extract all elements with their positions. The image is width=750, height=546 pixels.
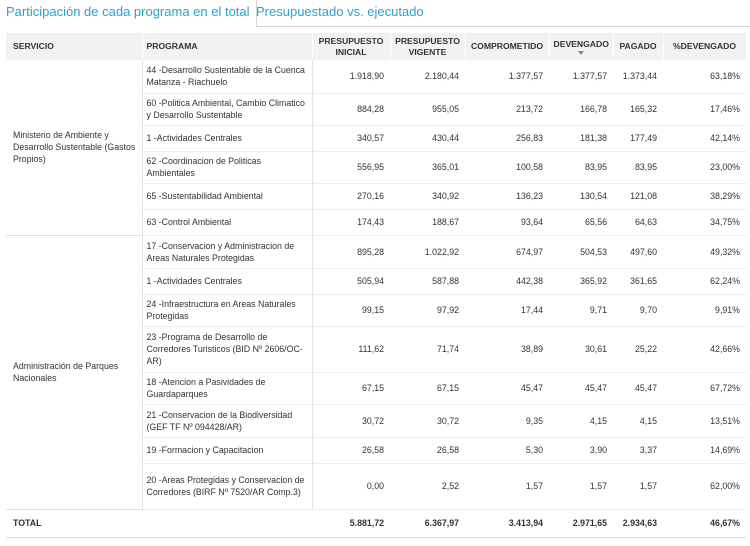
devengado-cell: 9,71 <box>549 294 613 326</box>
comprometido-cell: 1.377,57 <box>465 60 549 93</box>
presupuesto-inicial-cell: 270,16 <box>312 183 390 209</box>
programa-cell: 24 -Infraestructura en Areas Naturales Protegidas <box>142 294 312 326</box>
pct-devengado-cell: 42,14% <box>663 125 746 151</box>
presupuesto-vigente-cell: 30,72 <box>390 404 465 437</box>
pagado-cell: 4,15 <box>613 404 663 437</box>
pct-devengado-cell: 63,18% <box>663 60 746 93</box>
comprometido-cell: 1,57 <box>465 463 549 509</box>
comprometido-cell: 93,64 <box>465 209 549 235</box>
pct-devengado-cell: 62,24% <box>663 268 746 294</box>
col-header-pct-devengado[interactable]: %DEVENGADO <box>663 33 746 60</box>
col-header-servicio[interactable]: SERVICIO <box>6 33 142 60</box>
total-row <box>6 509 746 537</box>
devengado-cell: 1.377,57 <box>549 60 613 93</box>
pct-devengado-cell: 42,66% <box>663 326 746 372</box>
comprometido-cell: 17,44 <box>465 294 549 326</box>
col-header-devengado-label: DEVENGADO <box>553 38 609 49</box>
comprometido-cell: 45,47 <box>465 372 549 404</box>
presupuesto-inicial-cell: 895,28 <box>312 235 390 268</box>
pct-devengado-cell: 17,46% <box>663 93 746 125</box>
tab-bar <box>0 0 750 27</box>
programa-cell: 23 -Programa de Desarrollo de Corredores Turisticos (BID Nº 2606/OC-AR) <box>142 326 312 372</box>
table-header-row <box>6 33 746 60</box>
programa-cell: 65 -Sustentabilidad Ambiental <box>142 183 312 209</box>
tab-presupuestado-vs-ejecutado[interactable]: Presupuestado vs. ejecutado <box>256 4 424 19</box>
programa-cell: 21 -Conservacion de la Biodiversidad (GEF TF Nº 094428/AR) <box>142 404 312 437</box>
presupuesto-inicial-cell: 556,95 <box>312 151 390 183</box>
presupuesto-inicial-cell: 0,00 <box>312 463 390 509</box>
devengado-cell: 30,61 <box>549 326 613 372</box>
col-header-presupuesto-vigente[interactable]: PRESUPUESTO VIGENTE <box>390 33 465 60</box>
presupuesto-vigente-cell: 430,44 <box>390 125 465 151</box>
presupuesto-vigente-cell: 340,92 <box>390 183 465 209</box>
devengado-cell: 45,47 <box>549 372 613 404</box>
pagado-cell: 64,63 <box>613 209 663 235</box>
pagado-cell: 361,65 <box>613 268 663 294</box>
pct-devengado-cell: 62,00% <box>663 463 746 509</box>
presupuesto-vigente-cell: 26,58 <box>390 437 465 463</box>
pct-devengado-cell: 34,75% <box>663 209 746 235</box>
pct-devengado-cell: 14,69% <box>663 437 746 463</box>
devengado-cell: 1,57 <box>549 463 613 509</box>
presupuesto-vigente-cell: 97,92 <box>390 294 465 326</box>
devengado-cell: 166,78 <box>549 93 613 125</box>
pct-devengado-cell: 23,00% <box>663 151 746 183</box>
presupuesto-vigente-cell: 67,15 <box>390 372 465 404</box>
pagado-cell: 3,37 <box>613 437 663 463</box>
devengado-cell: 181,38 <box>549 125 613 151</box>
pct-devengado-cell: 38,29% <box>663 183 746 209</box>
col-header-devengado[interactable] <box>549 33 613 60</box>
presupuesto-inicial-cell: 30,72 <box>312 404 390 437</box>
devengado-cell: 504,53 <box>549 235 613 268</box>
total-pagado-cell: 2.934,63 <box>613 509 663 537</box>
devengado-cell: 83,95 <box>549 151 613 183</box>
programa-cell: 17 -Conservacion y Administracion de Areas Naturales Protegidas <box>142 235 312 268</box>
programa-cell: 63 -Control Ambiental <box>142 209 312 235</box>
budget-table-panel <box>6 33 746 540</box>
comprometido-cell: 442,38 <box>465 268 549 294</box>
presupuesto-inicial-cell: 884,28 <box>312 93 390 125</box>
presupuesto-vigente-cell: 71,74 <box>390 326 465 372</box>
comprometido-cell: 38,89 <box>465 326 549 372</box>
devengado-cell: 3,90 <box>549 437 613 463</box>
presupuesto-vigente-cell: 2.180,44 <box>390 60 465 93</box>
comprometido-cell: 256,83 <box>465 125 549 151</box>
programa-cell: 60 -Politica Ambiental, Cambio Climatico y Desarrollo Sustentable <box>142 93 312 125</box>
table-row <box>6 235 746 268</box>
presupuesto-inicial-cell: 26,58 <box>312 437 390 463</box>
servicio-cell: Ministerio de Ambiente y Desarrollo Sustentable (Gastos Propios) <box>6 60 142 235</box>
total-label: TOTAL <box>6 509 312 537</box>
pagado-cell: 177,49 <box>613 125 663 151</box>
comprometido-cell: 100,58 <box>465 151 549 183</box>
devengado-cell: 4,15 <box>549 404 613 437</box>
comprometido-cell: 9,35 <box>465 404 549 437</box>
presupuesto-vigente-cell: 365,01 <box>390 151 465 183</box>
pagado-cell: 45,47 <box>613 372 663 404</box>
programa-cell: 20 -Areas Protegidas y Conservacion de Corredores (BIRF Nº 7520/AR Comp.3) <box>142 463 312 509</box>
presupuesto-vigente-cell: 2,52 <box>390 463 465 509</box>
comprometido-cell: 5,30 <box>465 437 549 463</box>
servicio-cell: Administración de Parques Nacionales <box>6 235 142 509</box>
programa-cell: 1 -Actividades Centrales <box>142 268 312 294</box>
programa-cell: 1 -Actividades Centrales <box>142 125 312 151</box>
presupuesto-vigente-cell: 1.022,92 <box>390 235 465 268</box>
pct-devengado-cell: 67,72% <box>663 372 746 404</box>
pct-devengado-cell: 9,91% <box>663 294 746 326</box>
presupuesto-vigente-cell: 587,88 <box>390 268 465 294</box>
col-header-programa[interactable]: PROGRAMA <box>142 33 312 60</box>
pct-devengado-cell: 13,51% <box>663 404 746 437</box>
table-row <box>6 60 746 93</box>
presupuesto-inicial-cell: 1.918,90 <box>312 60 390 93</box>
tab-participacion[interactable]: Participación de cada programa en el total <box>0 0 257 27</box>
total-comprometido-cell: 3.413,94 <box>465 509 549 537</box>
pagado-cell: 1,57 <box>613 463 663 509</box>
pct-devengado-cell: 49,32% <box>663 235 746 268</box>
presupuesto-inicial-cell: 111,62 <box>312 326 390 372</box>
budget-table <box>6 33 747 538</box>
pagado-cell: 165,32 <box>613 93 663 125</box>
programa-cell: 44 -Desarrollo Sustentable de la Cuenca Matanza - Riachuelo <box>142 60 312 93</box>
programa-cell: 62 -Coordinacion de Politicas Ambientales <box>142 151 312 183</box>
presupuesto-vigente-cell: 955,05 <box>390 93 465 125</box>
devengado-cell: 65,56 <box>549 209 613 235</box>
devengado-cell: 130,54 <box>549 183 613 209</box>
presupuesto-inicial-cell: 99,15 <box>312 294 390 326</box>
pagado-cell: 9,70 <box>613 294 663 326</box>
col-header-presupuesto-inicial[interactable]: PRESUPUESTO INICIAL <box>312 33 390 60</box>
total-pct-devengado-cell: 46,67% <box>663 509 746 537</box>
programa-cell: 19 -Formacion y Capacitacion <box>142 437 312 463</box>
table-body <box>6 60 746 537</box>
presupuesto-inicial-cell: 174,43 <box>312 209 390 235</box>
col-header-pagado[interactable]: PAGADO <box>613 33 663 60</box>
comprometido-cell: 674,97 <box>465 235 549 268</box>
pagado-cell: 25,22 <box>613 326 663 372</box>
presupuesto-inicial-cell: 505,94 <box>312 268 390 294</box>
total-devengado-cell: 2.971,65 <box>549 509 613 537</box>
presupuesto-vigente-cell: 188,67 <box>390 209 465 235</box>
pagado-cell: 1.373,44 <box>613 60 663 93</box>
presupuesto-inicial-cell: 67,15 <box>312 372 390 404</box>
pagado-cell: 121,08 <box>613 183 663 209</box>
pagado-cell: 83,95 <box>613 151 663 183</box>
comprometido-cell: 136,23 <box>465 183 549 209</box>
comprometido-cell: 213,72 <box>465 93 549 125</box>
total-presupuesto-inicial-cell: 5.881,72 <box>312 509 390 537</box>
programa-cell: 18 -Atencion a Pasividades de Guardaparques <box>142 372 312 404</box>
presupuesto-inicial-cell: 340,57 <box>312 125 390 151</box>
pagado-cell: 497,60 <box>613 235 663 268</box>
col-header-comprometido[interactable]: COMPROMETIDO <box>465 33 549 60</box>
sort-descending-icon <box>578 51 584 55</box>
devengado-cell: 365,92 <box>549 268 613 294</box>
total-presupuesto-vigente-cell: 6.367,97 <box>390 509 465 537</box>
